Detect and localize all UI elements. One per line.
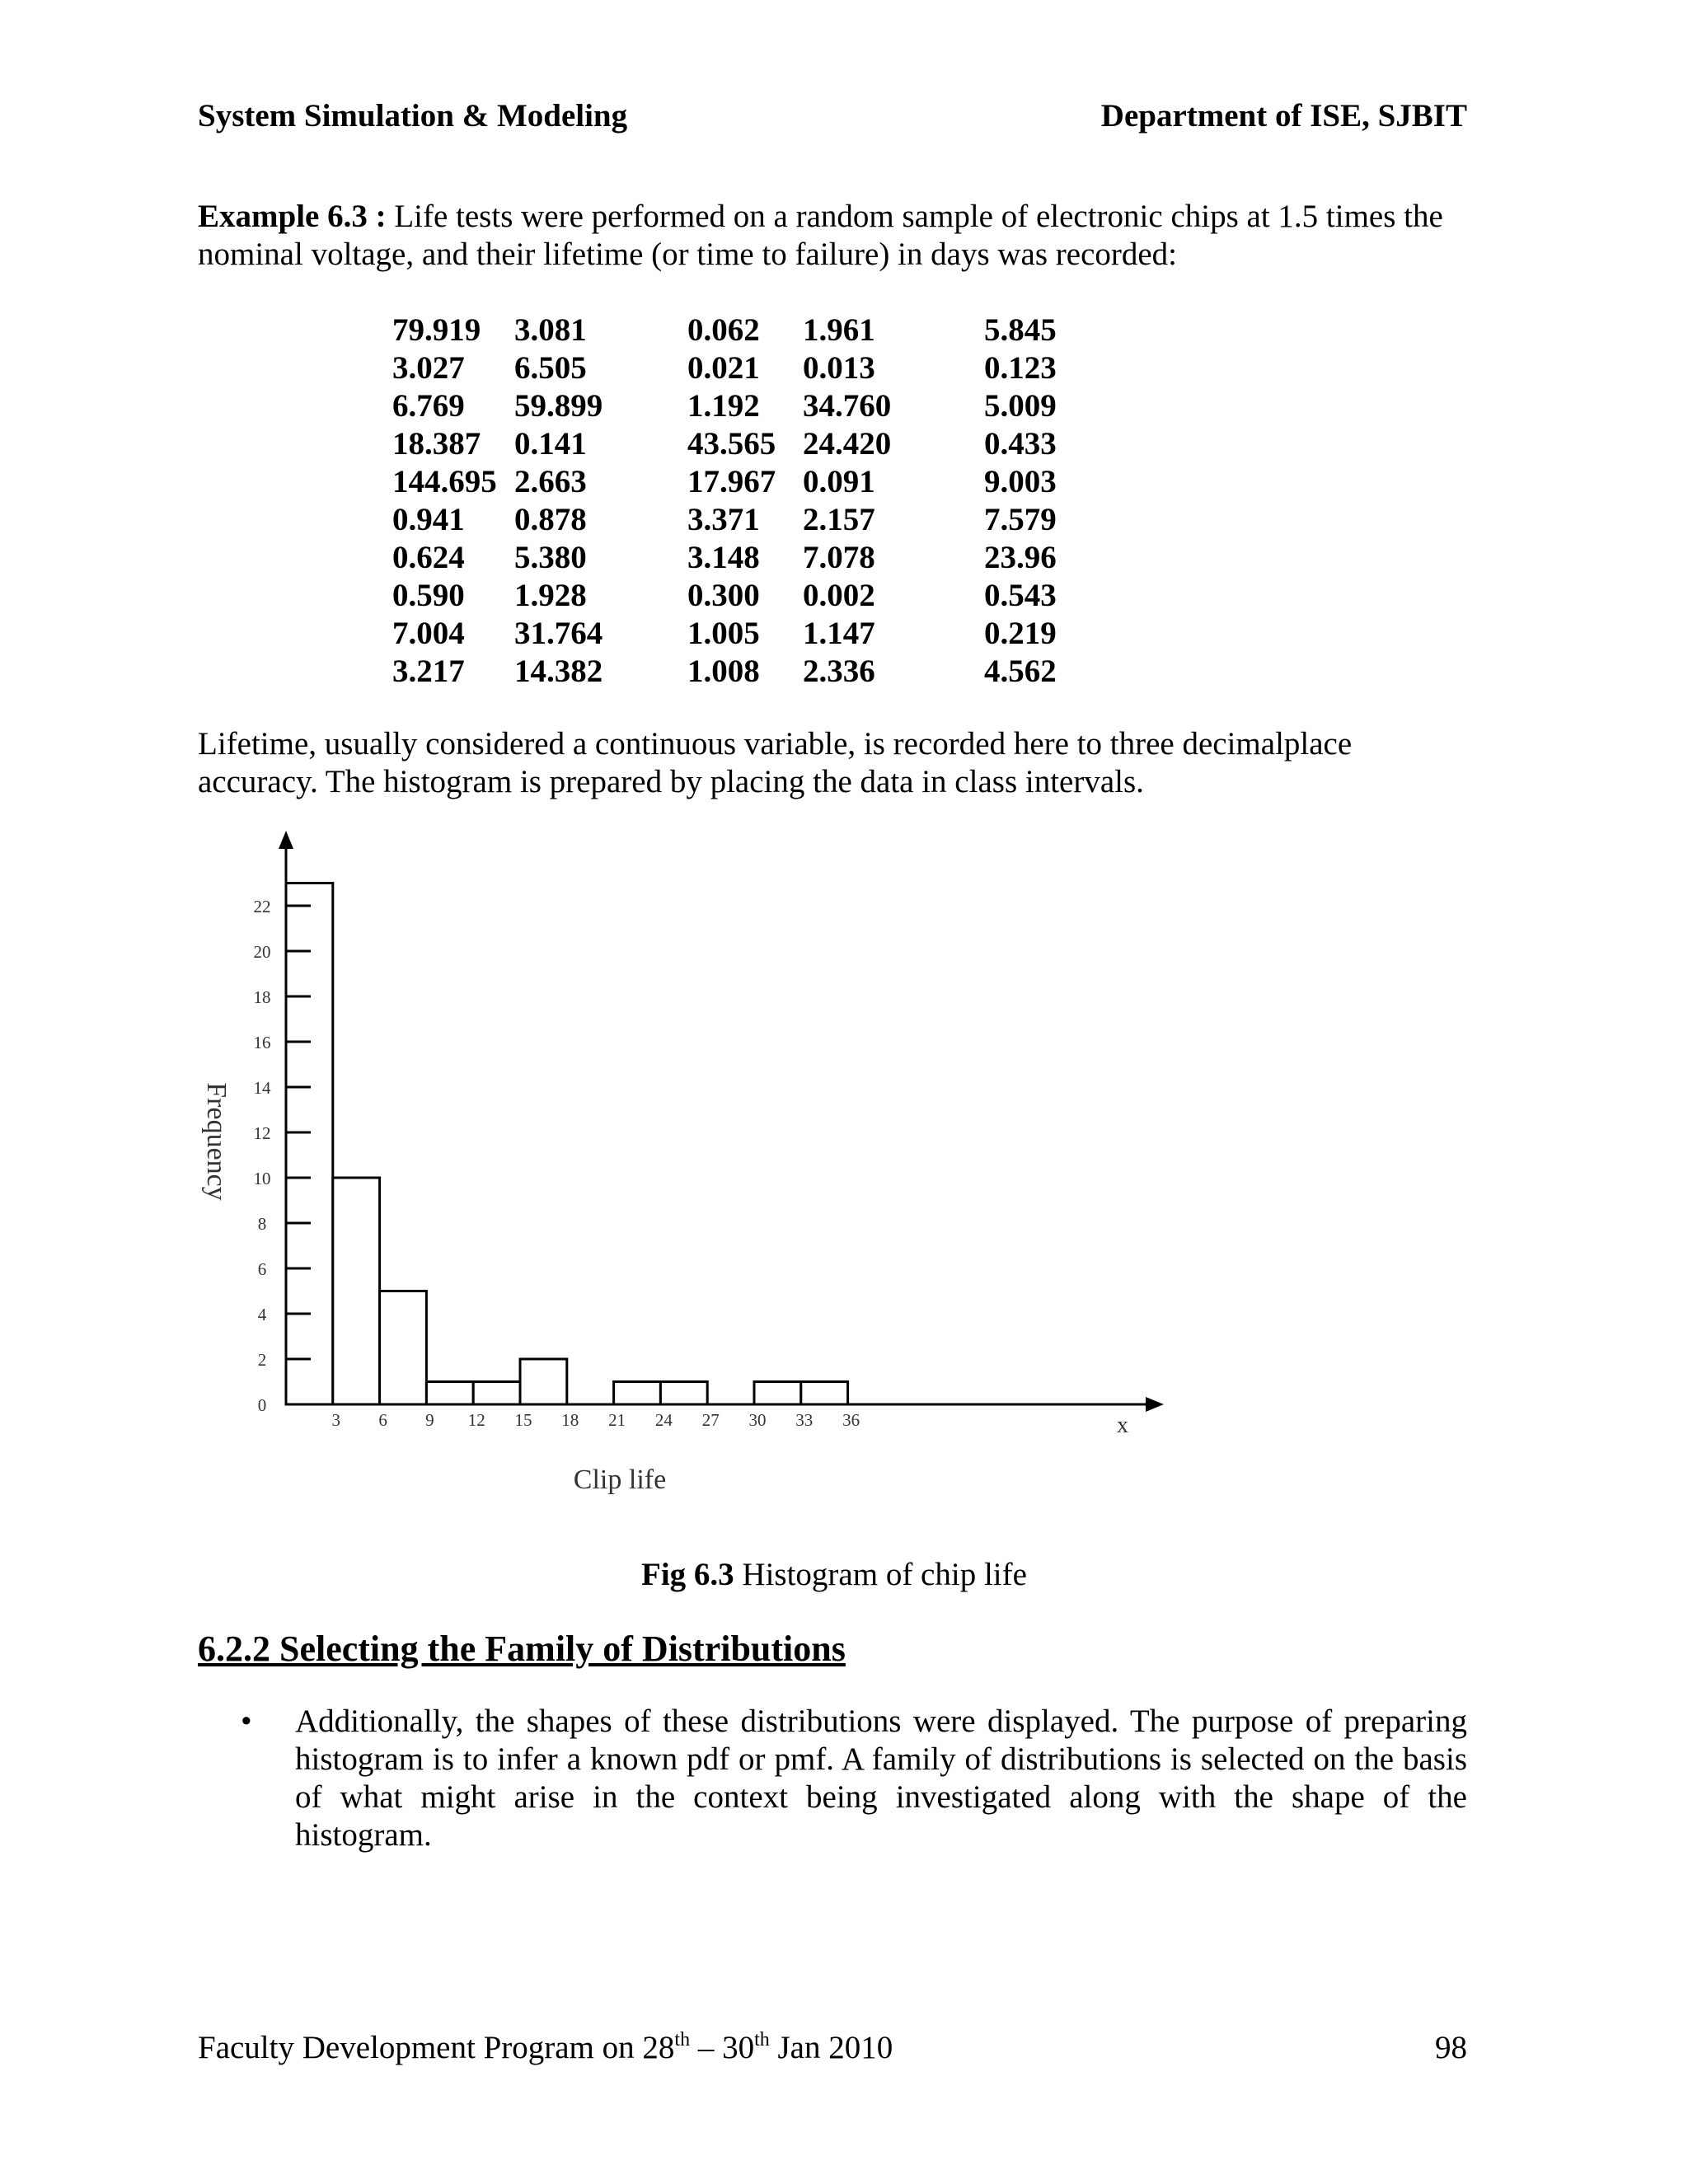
table-cell: 7.579 <box>984 502 1057 537</box>
table-cell: 0.141 <box>514 426 587 462</box>
y-tick-label: 16 <box>253 1033 271 1052</box>
histogram-bar <box>614 1382 661 1405</box>
y-axis-arrow-icon <box>279 831 293 849</box>
y-tick-label: 8 <box>257 1214 267 1234</box>
footer-sup-2: th <box>754 2029 770 2050</box>
x-tick-label: 36 <box>842 1410 860 1430</box>
bullet-paragraph: Additionally, the shapes of these distributions were displayed. The purpose of preparing histogram is to infer a known pdf or pmf. A family of distributions is selected on the basis of what might arise in the context being investigated along with the shape of the histogram. <box>295 1704 1467 1853</box>
table-cell: 0.941 <box>392 502 465 537</box>
histogram-bar <box>801 1382 848 1405</box>
table-cell: 0.543 <box>984 578 1057 613</box>
y-tick-label: 20 <box>253 942 271 962</box>
x-tick-label: 30 <box>748 1410 767 1430</box>
x-tick-label: 27 <box>701 1410 720 1430</box>
bullet-icon: • <box>241 1704 252 1739</box>
x-axis-end-label: x <box>1117 1413 1128 1438</box>
y-tick-label: 10 <box>253 1169 271 1188</box>
x-tick-label: 33 <box>795 1410 814 1430</box>
histogram-bar <box>520 1359 567 1404</box>
x-tick-label: 3 <box>331 1410 341 1430</box>
y-tick-label: 12 <box>253 1123 271 1143</box>
table-cell: 79.919 <box>392 312 481 348</box>
table-cell: 0.433 <box>984 426 1057 462</box>
histogram-bar <box>333 1178 380 1404</box>
x-tick-label: 21 <box>608 1410 626 1430</box>
table-cell: 2.336 <box>803 654 875 689</box>
table-cell: 9.003 <box>984 464 1057 499</box>
y-tick-label: 14 <box>253 1078 271 1098</box>
table-cell: 3.217 <box>392 654 465 689</box>
y-tick-label: 2 <box>257 1350 267 1370</box>
table-cell: 1.961 <box>803 312 875 348</box>
table-cell: 31.764 <box>514 616 603 651</box>
footer-sup-1: th <box>674 2029 691 2050</box>
footer-dash: – 30 <box>690 2030 755 2065</box>
table-cell: 34.760 <box>803 388 892 424</box>
y-tick-label: 0 <box>257 1395 267 1415</box>
section-heading: 6.2.2 Selecting the Family of Distributions <box>198 1629 846 1669</box>
table-cell: 0.123 <box>984 350 1057 386</box>
page-number: 98 <box>1435 2030 1467 2065</box>
histogram-bar <box>286 883 333 1405</box>
histogram-bar <box>380 1291 427 1405</box>
table-cell: 7.004 <box>392 616 465 651</box>
table-cell: 5.009 <box>984 388 1057 424</box>
header-course-title: System Simulation & Modeling <box>198 98 628 134</box>
table-cell: 1.008 <box>687 654 760 689</box>
table-cell: 7.078 <box>803 540 875 575</box>
histogram-bar <box>754 1382 801 1405</box>
table-cell: 5.380 <box>514 540 587 575</box>
table-cell: 24.420 <box>803 426 892 462</box>
table-cell: 1.147 <box>803 616 875 651</box>
table-cell: 2.663 <box>514 464 587 499</box>
table-cell: 43.565 <box>687 426 776 462</box>
table-cell: 0.624 <box>392 540 465 575</box>
table-cell: 18.387 <box>392 426 481 462</box>
table-cell: 6.505 <box>514 350 587 386</box>
y-tick-label: 6 <box>257 1259 267 1279</box>
table-cell: 0.300 <box>687 578 760 613</box>
table-cell: 3.148 <box>687 540 760 575</box>
table-cell: 17.967 <box>687 464 776 499</box>
x-axis-arrow-icon <box>1146 1397 1164 1412</box>
table-cell: 5.845 <box>984 312 1057 348</box>
example-label: Example 6.3 : <box>198 199 387 234</box>
histogram-bar <box>426 1382 473 1405</box>
table-cell: 3.027 <box>392 350 465 386</box>
table-cell: 14.382 <box>514 654 603 689</box>
y-tick-label: 22 <box>253 897 271 916</box>
table-cell: 0.091 <box>803 464 875 499</box>
table-cell: 0.062 <box>687 312 760 348</box>
footer-prefix: Faculty Development Program on 28 <box>198 2030 675 2065</box>
table-cell: 1.005 <box>687 616 760 651</box>
figure-caption-text: Histogram of chip life <box>734 1557 1027 1592</box>
x-tick-label: 18 <box>561 1410 579 1430</box>
histogram-bar <box>473 1382 520 1405</box>
lifetime-paragraph: Lifetime, usually considered a continuous variable, is recorded here to three decimalplace accuracy. The histogram is prepared by placing the data in class intervals. <box>198 726 1353 799</box>
table-cell: 3.081 <box>514 312 587 348</box>
x-tick-label: 6 <box>378 1410 387 1430</box>
table-cell: 23.96 <box>984 540 1057 575</box>
x-tick-label: 24 <box>654 1410 673 1430</box>
figure-caption-label: Fig 6.3 <box>641 1557 734 1592</box>
table-cell: 0.013 <box>803 350 875 386</box>
table-cell: 6.769 <box>392 388 465 424</box>
x-tick-label: 15 <box>514 1410 532 1430</box>
footer-suffix: Jan 2010 <box>769 2030 893 2065</box>
header-department: Department of ISE, SJBIT <box>1100 98 1467 134</box>
table-cell: 59.899 <box>514 388 603 424</box>
x-axis-title: Clip life <box>573 1465 667 1495</box>
footer-program <box>198 2029 893 2066</box>
y-tick-label: 4 <box>257 1305 267 1324</box>
table-cell: 4.562 <box>984 654 1057 689</box>
table-cell: 3.371 <box>687 502 760 537</box>
table-cell: 0.219 <box>984 616 1057 651</box>
table-cell: 0.021 <box>687 350 760 386</box>
example-text: Life tests were performed on a random sample of electronic chips at 1.5 times the nominal voltage, and their lifetime (or time to failure) in days was recorded: <box>198 199 1443 272</box>
table-cell: 2.157 <box>803 502 875 537</box>
x-tick-label: 9 <box>425 1410 434 1430</box>
table-cell: 144.695 <box>392 464 497 499</box>
table-cell: 1.928 <box>514 578 587 613</box>
table-cell: 0.590 <box>392 578 465 613</box>
table-cell: 0.878 <box>514 502 587 537</box>
table-cell: 0.002 <box>803 578 875 613</box>
y-axis-title: Frequency <box>201 1082 232 1201</box>
table-cell: 1.192 <box>687 388 760 424</box>
x-tick-label: 12 <box>467 1410 485 1430</box>
histogram-bar <box>660 1382 707 1405</box>
y-tick-label: 18 <box>253 987 271 1007</box>
